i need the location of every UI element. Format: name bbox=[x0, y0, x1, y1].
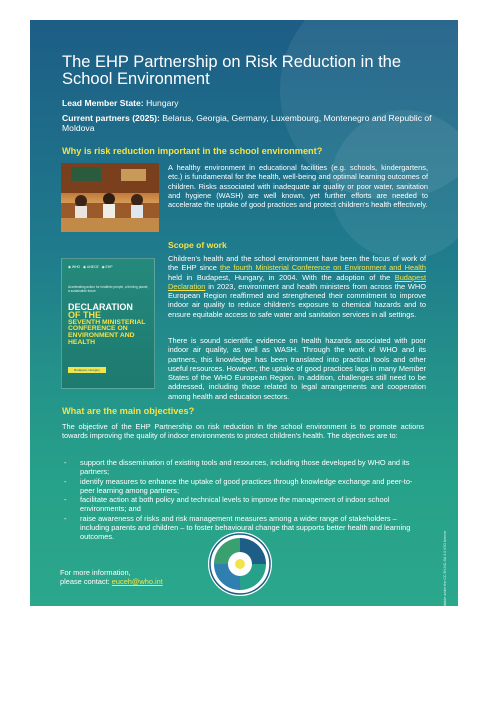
objective-item: - identify measures to enhance the uptake of good practices through knowledge exchange and peer-to-peer learning among partners; bbox=[62, 477, 424, 496]
ehp-partnership-logo bbox=[208, 532, 272, 596]
cover-subtitle: Accelerating action for healthier people, a thriving planet, a sustainable future bbox=[68, 285, 149, 293]
declaration-cover-image bbox=[61, 258, 155, 389]
budapest-declaration-link[interactable]: Budapest Declaration bbox=[168, 272, 426, 291]
scope-heading: Scope of work bbox=[168, 240, 227, 250]
lead-label: Lead Member State: bbox=[62, 98, 144, 108]
lead-value: Hungary bbox=[146, 98, 179, 108]
partners-value: Belarus, Georgia, Germany, Luxembourg, Montenegro and Republic of Moldova bbox=[62, 113, 432, 133]
objective-item: - raise awareness of risks and risk management measures among a wider range of stakeholders – including parents and children – to foster behavioural change that supports better health and learning outcomes. bbox=[62, 514, 424, 542]
factsheet-page bbox=[30, 20, 458, 724]
objectives-intro: The objective of the EHP Partnership on risk reduction in the school environment is to promote actions towards improving the quality of indoor environments to protect children's health. The objectives are to: bbox=[62, 422, 424, 441]
ministerial-conference-link[interactable]: the fourth Ministerial Conference on Environment and Health bbox=[220, 263, 426, 273]
contact-block bbox=[60, 568, 210, 587]
objectives-heading: What are the main objectives? bbox=[62, 406, 195, 416]
cover-title: DECLARATION OF THE SEVENTH MINISTERIAL CONFERENCE ON ENVIRONMENT AND HEALTH bbox=[68, 302, 146, 346]
page-title: The EHP Partnership on Risk Reduction in the School Environment bbox=[62, 53, 402, 88]
objective-item: - support the dissemination of existing tools and resources, including those developed by WHO and its partners; bbox=[62, 458, 424, 477]
why-heading: Why is risk reduction important in the school environment? bbox=[62, 146, 323, 156]
contact-line-1: For more information, bbox=[60, 568, 131, 577]
objectives-list bbox=[62, 458, 424, 542]
classroom-image bbox=[61, 163, 159, 232]
lead-member-state bbox=[62, 98, 432, 108]
copyright-sidenote: © World Health Organization 2025. Some rights reserved. This work is available under the CC BY-NC-SA 3.0 IGO licence. bbox=[443, 530, 447, 724]
scope-paragraph-1: Children's health and the school environment have been the focus of work of the EHP since the fourth Ministerial Conference on Environment and Health held in Budapest, Hungary, in 2004. With the adoption of the Budapest Declaration in 2023, environment and health ministers from across the WHO European Region reaffirmed and strengthened their commitment to improve indoor air quality to reduce children's exposure to chemical hazards and to ensure equitable access to safe water and sanitation services in all settings. bbox=[168, 254, 426, 319]
cover-location-tag: Budapest, Hungary bbox=[68, 367, 106, 373]
contact-line-2: please contact: euceh@who.int bbox=[60, 577, 163, 587]
why-text: A healthy environment in educational facilities (e.g. schools, kindergartens, etc.) is fundamental for the health, well-being and optimal learning outcomes of children. Risks associated with inadequate air quality or poor water, sanitation and hygiene (WASH) are well known, yet further efforts are needed to accelerate the uptake of good practices and protect children's health effectively. bbox=[168, 163, 428, 210]
scope-paragraph-2: There is sound scientific evidence on health hazards associated with poor indoor air quality, as well as WASH. Through the work of WHO and its partners, this knowledge has been translated into practical tools and other useful resources. However, the uptake of good practices lags in many Member States of the WHO European Region. In addition, challenges still need to be addressed, including those related to legal arrangements and cooperation among health and education sectors. bbox=[168, 336, 426, 401]
current-partners bbox=[62, 113, 432, 133]
partners-label: Current partners (2025): bbox=[62, 113, 160, 123]
cover-logos: ◉ WHO ◉ UNECE ◉ EHP bbox=[68, 265, 113, 269]
classroom-photo bbox=[61, 163, 159, 232]
objective-item: - facilitate action at both policy and technical levels to improve the management of indoor school environments; and bbox=[62, 495, 424, 514]
contact-email-link[interactable]: euceh@who.int bbox=[111, 577, 163, 587]
hands-circle-icon bbox=[208, 532, 272, 596]
